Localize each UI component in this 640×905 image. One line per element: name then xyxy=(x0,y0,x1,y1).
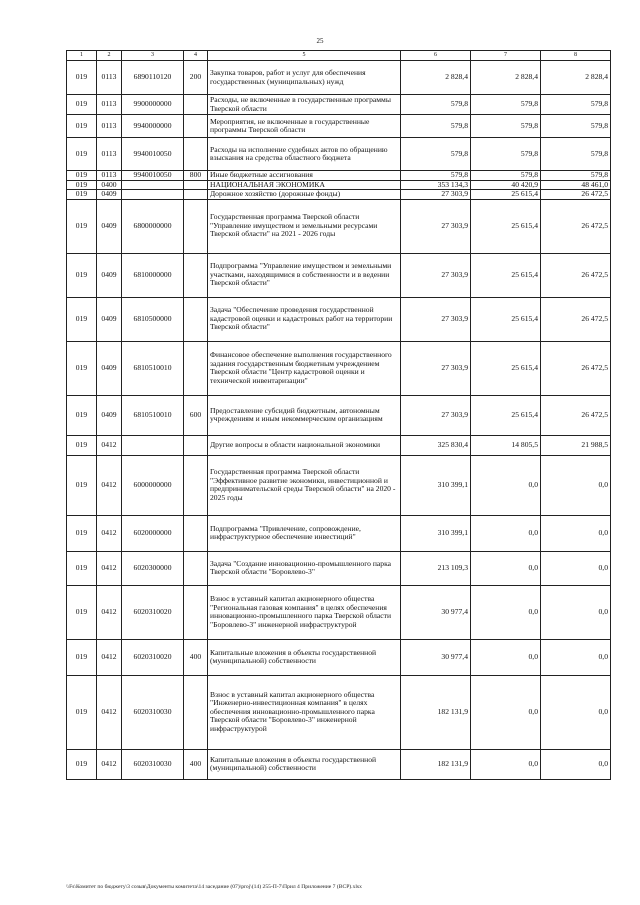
amount-cell: 30 977,4 xyxy=(401,639,471,675)
chapter-code-cell: 019 xyxy=(67,639,97,675)
table-row xyxy=(67,551,611,585)
chapter-code-cell: 019 xyxy=(67,95,97,115)
expense-type-cell xyxy=(184,115,208,138)
section-code-cell: 0409 xyxy=(97,297,122,341)
section-code-cell: 0412 xyxy=(97,435,122,455)
section-code-cell: 0409 xyxy=(97,395,122,435)
chapter-code-cell: 019 xyxy=(67,199,97,253)
section-code-cell: 0409 xyxy=(97,253,122,297)
amount-cell: 0,0 xyxy=(541,639,611,675)
target-article-cell: 6020310020 xyxy=(122,639,184,675)
section-code-cell: 0409 xyxy=(97,341,122,395)
target-article-cell: 9900000000 xyxy=(122,95,184,115)
item-name-cell: Финансовое обеспечение выполнения государственного задания государственным бюджетным учреждением Тверской области "Центр кадастровой оценки и технической инвентаризации" xyxy=(208,341,401,395)
amount-cell: 0,0 xyxy=(541,455,611,515)
target-article-cell: 6890110120 xyxy=(122,61,184,95)
amount-cell: 25 615,4 xyxy=(471,395,541,435)
column-number: 8 xyxy=(541,51,611,61)
item-name-cell: Взнос в уставный капитал акционерного общества "Региональная газовая компания" в целях обеспечения инновационно-промышленного парка Тверской области "Боровлево-3" инженерной инфраструктурой xyxy=(208,585,401,639)
amount-cell: 0,0 xyxy=(471,749,541,779)
amount-cell: 40 420,9 xyxy=(471,180,541,190)
table-row xyxy=(67,395,611,435)
expense-type-cell: 600 xyxy=(184,395,208,435)
target-article-cell: 6020310020 xyxy=(122,585,184,639)
amount-cell: 579,8 xyxy=(541,138,611,171)
amount-cell: 26 472,5 xyxy=(541,199,611,253)
expense-type-cell xyxy=(184,675,208,749)
target-article-cell xyxy=(122,435,184,455)
expense-type-cell xyxy=(184,180,208,190)
page-number: 25 xyxy=(316,37,324,45)
amount-cell: 26 472,5 xyxy=(541,253,611,297)
chapter-code-cell: 019 xyxy=(67,297,97,341)
item-name-cell: Задача "Создание инновационно-промышленного парка Тверской области "Боровлево-3" xyxy=(208,551,401,585)
item-name-cell: Расходы, не включенные в государственные программы Тверской области xyxy=(208,95,401,115)
table-row xyxy=(67,115,611,138)
amount-cell: 0,0 xyxy=(541,515,611,551)
expense-type-cell xyxy=(184,297,208,341)
amount-cell: 579,8 xyxy=(541,115,611,138)
expense-type-cell xyxy=(184,551,208,585)
section-code-cell: 0409 xyxy=(97,199,122,253)
chapter-code-cell: 019 xyxy=(67,395,97,435)
section-code-cell: 0400 xyxy=(97,180,122,190)
table-row xyxy=(67,180,611,190)
chapter-code-cell: 019 xyxy=(67,253,97,297)
expense-type-cell: 400 xyxy=(184,639,208,675)
section-code-cell: 0113 xyxy=(97,138,122,171)
amount-cell: 30 977,4 xyxy=(401,585,471,639)
amount-cell: 213 109,3 xyxy=(401,551,471,585)
amount-cell: 579,8 xyxy=(401,115,471,138)
amount-cell: 27 303,9 xyxy=(401,395,471,435)
chapter-code-cell: 019 xyxy=(67,515,97,551)
table-row xyxy=(67,639,611,675)
amount-cell: 27 303,9 xyxy=(401,199,471,253)
chapter-code-cell: 019 xyxy=(67,138,97,171)
amount-cell: 310 399,1 xyxy=(401,455,471,515)
amount-cell: 579,8 xyxy=(471,171,541,181)
amount-cell: 27 303,9 xyxy=(401,190,471,200)
column-number: 7 xyxy=(471,51,541,61)
expense-type-cell xyxy=(184,190,208,200)
chapter-code-cell: 019 xyxy=(67,435,97,455)
amount-cell: 26 472,5 xyxy=(541,297,611,341)
amount-cell: 579,8 xyxy=(401,171,471,181)
target-article-cell: 6020300000 xyxy=(122,551,184,585)
amount-cell: 27 303,9 xyxy=(401,341,471,395)
target-article-cell: 6810000000 xyxy=(122,253,184,297)
chapter-code-cell: 019 xyxy=(67,61,97,95)
table-row xyxy=(67,515,611,551)
target-article-cell: 6000000000 xyxy=(122,455,184,515)
table-row xyxy=(67,61,611,95)
column-number: 1 xyxy=(67,51,97,61)
amount-cell: 0,0 xyxy=(471,455,541,515)
amount-cell: 14 805,5 xyxy=(471,435,541,455)
column-number: 2 xyxy=(97,51,122,61)
table-row xyxy=(67,253,611,297)
amount-cell: 25 615,4 xyxy=(471,199,541,253)
item-name-cell: Подпрограмма "Управление имуществом и земельными участками, находящимися в собственности и в ведении Тверской области" xyxy=(208,253,401,297)
target-article-cell: 6810510010 xyxy=(122,395,184,435)
item-name-cell: НАЦИОНАЛЬНАЯ ЭКОНОМИКА xyxy=(208,180,401,190)
target-article-cell: 6810510010 xyxy=(122,341,184,395)
chapter-code-cell: 019 xyxy=(67,341,97,395)
amount-cell: 579,8 xyxy=(541,95,611,115)
table-row xyxy=(67,435,611,455)
table-row xyxy=(67,171,611,181)
amount-cell: 353 134,3 xyxy=(401,180,471,190)
chapter-code-cell: 019 xyxy=(67,675,97,749)
item-name-cell: Государственная программа Тверской области "Управление имуществом и земельными ресурсами Тверской области" на 2021 - 2026 годы xyxy=(208,199,401,253)
table-row xyxy=(67,95,611,115)
expense-type-cell: 400 xyxy=(184,749,208,779)
item-name-cell: Закупка товаров, работ и услуг для обеспечения государственных (муниципальных) нужд xyxy=(208,61,401,95)
amount-cell: 27 303,9 xyxy=(401,297,471,341)
amount-cell: 26 472,5 xyxy=(541,190,611,200)
section-code-cell: 0113 xyxy=(97,95,122,115)
amount-cell: 325 830,4 xyxy=(401,435,471,455)
item-name-cell: Расходы на исполнение судебных актов по обращению взыскания на средства областного бюджета xyxy=(208,138,401,171)
amount-cell: 0,0 xyxy=(471,585,541,639)
table-row xyxy=(67,585,611,639)
item-name-cell: Государственная программа Тверской области "Эффективное развитие экономики, инвестиционной и предпринимательской среды Тверской области" на 2020 - 2025 годы xyxy=(208,455,401,515)
section-code-cell: 0412 xyxy=(97,639,122,675)
amount-cell: 2 828,4 xyxy=(401,61,471,95)
amount-cell: 310 399,1 xyxy=(401,515,471,551)
item-name-cell: Предоставление субсидий бюджетным, автономным учреждениям и иным некоммерческим организациям xyxy=(208,395,401,435)
amount-cell: 25 615,4 xyxy=(471,341,541,395)
table-row xyxy=(67,455,611,515)
section-code-cell: 0412 xyxy=(97,551,122,585)
amount-cell: 579,8 xyxy=(541,171,611,181)
table-row xyxy=(67,138,611,171)
item-name-cell: Подпрограмма "Привлечение, сопровождение, инфраструктурное обеспечение инвестиций" xyxy=(208,515,401,551)
amount-cell: 0,0 xyxy=(471,515,541,551)
amount-cell: 0,0 xyxy=(471,639,541,675)
section-code-cell: 0412 xyxy=(97,749,122,779)
section-code-cell: 0409 xyxy=(97,190,122,200)
expense-type-cell: 800 xyxy=(184,171,208,181)
amount-cell: 182 131,9 xyxy=(401,675,471,749)
expense-type-cell xyxy=(184,455,208,515)
section-code-cell: 0412 xyxy=(97,455,122,515)
column-number: 3 xyxy=(122,51,184,61)
target-article-cell: 6020310030 xyxy=(122,675,184,749)
amount-cell: 25 615,4 xyxy=(471,190,541,200)
amount-cell: 27 303,9 xyxy=(401,253,471,297)
expense-type-cell xyxy=(184,199,208,253)
amount-cell: 0,0 xyxy=(541,675,611,749)
amount-cell: 579,8 xyxy=(401,95,471,115)
target-article-cell xyxy=(122,180,184,190)
chapter-code-cell: 019 xyxy=(67,171,97,181)
amount-cell: 25 615,4 xyxy=(471,297,541,341)
amount-cell: 48 461,0 xyxy=(541,180,611,190)
budget-table xyxy=(66,50,611,780)
amount-cell: 2 828,4 xyxy=(471,61,541,95)
amount-cell: 21 988,5 xyxy=(541,435,611,455)
expense-type-cell xyxy=(184,585,208,639)
amount-cell: 26 472,5 xyxy=(541,341,611,395)
chapter-code-cell: 019 xyxy=(67,749,97,779)
expense-type-cell xyxy=(184,515,208,551)
column-number-row xyxy=(67,51,611,61)
amount-cell: 0,0 xyxy=(541,585,611,639)
amount-cell: 0,0 xyxy=(471,675,541,749)
amount-cell: 25 615,4 xyxy=(471,253,541,297)
item-name-cell: Дорожное хозяйство (дорожные фонды) xyxy=(208,190,401,200)
amount-cell: 182 131,9 xyxy=(401,749,471,779)
target-article-cell: 6810500000 xyxy=(122,297,184,341)
expense-type-cell xyxy=(184,341,208,395)
item-name-cell: Мероприятия, не включенные в государственные программы Тверской области xyxy=(208,115,401,138)
section-code-cell: 0412 xyxy=(97,515,122,551)
table-row xyxy=(67,675,611,749)
item-name-cell: Иные бюджетные ассигнования xyxy=(208,171,401,181)
expense-type-cell: 200 xyxy=(184,61,208,95)
amount-cell: 0,0 xyxy=(541,551,611,585)
expense-type-cell xyxy=(184,253,208,297)
amount-cell: 579,8 xyxy=(401,138,471,171)
column-number: 5 xyxy=(208,51,401,61)
expense-type-cell xyxy=(184,138,208,171)
amount-cell: 2 828,4 xyxy=(541,61,611,95)
target-article-cell: 6800000000 xyxy=(122,199,184,253)
column-number: 6 xyxy=(401,51,471,61)
item-name-cell: Взнос в уставный капитал акционерного общества "Инженерно-инвестиционная компания" в целях обеспечения инновационно-промышленного парка Тверской области "Боровлево-3" инженерной инфраструктурой xyxy=(208,675,401,749)
target-article-cell: 9940010050 xyxy=(122,171,184,181)
target-article-cell: 6020310030 xyxy=(122,749,184,779)
chapter-code-cell: 019 xyxy=(67,190,97,200)
amount-cell: 579,8 xyxy=(471,95,541,115)
section-code-cell: 0113 xyxy=(97,171,122,181)
table-row xyxy=(67,341,611,395)
target-article-cell: 6020000000 xyxy=(122,515,184,551)
item-name-cell: Капитальные вложения в объекты государственной (муниципальной) собственности xyxy=(208,749,401,779)
amount-cell: 0,0 xyxy=(471,551,541,585)
target-article-cell xyxy=(122,190,184,200)
column-number: 4 xyxy=(184,51,208,61)
chapter-code-cell: 019 xyxy=(67,455,97,515)
expense-type-cell xyxy=(184,95,208,115)
expense-type-cell xyxy=(184,435,208,455)
table-row xyxy=(67,190,611,200)
section-code-cell: 0412 xyxy=(97,585,122,639)
amount-cell: 26 472,5 xyxy=(541,395,611,435)
section-code-cell: 0113 xyxy=(97,115,122,138)
amount-cell: 579,8 xyxy=(471,138,541,171)
table-row xyxy=(67,749,611,779)
target-article-cell: 9940010050 xyxy=(122,138,184,171)
file-path-footer: \\Fs\Комитет по бюджету\3 созыв\Документы комитета\14 заседание (07)\proj\(14) 255-П-7\Прил 4 Приложение 7 (ВСР).xlsx xyxy=(66,884,362,890)
section-code-cell: 0113 xyxy=(97,61,122,95)
chapter-code-cell: 019 xyxy=(67,180,97,190)
item-name-cell: Задача "Обеспечение проведения государственной кадастровой оценки и кадастровых работ на территории Тверской области" xyxy=(208,297,401,341)
item-name-cell: Другие вопросы в области национальной экономики xyxy=(208,435,401,455)
table-row xyxy=(67,297,611,341)
chapter-code-cell: 019 xyxy=(67,551,97,585)
item-name-cell: Капитальные вложения в объекты государственной (муниципальной) собственности xyxy=(208,639,401,675)
amount-cell: 0,0 xyxy=(541,749,611,779)
chapter-code-cell: 019 xyxy=(67,115,97,138)
table-row xyxy=(67,199,611,253)
section-code-cell: 0412 xyxy=(97,675,122,749)
chapter-code-cell: 019 xyxy=(67,585,97,639)
amount-cell: 579,8 xyxy=(471,115,541,138)
target-article-cell: 9940000000 xyxy=(122,115,184,138)
